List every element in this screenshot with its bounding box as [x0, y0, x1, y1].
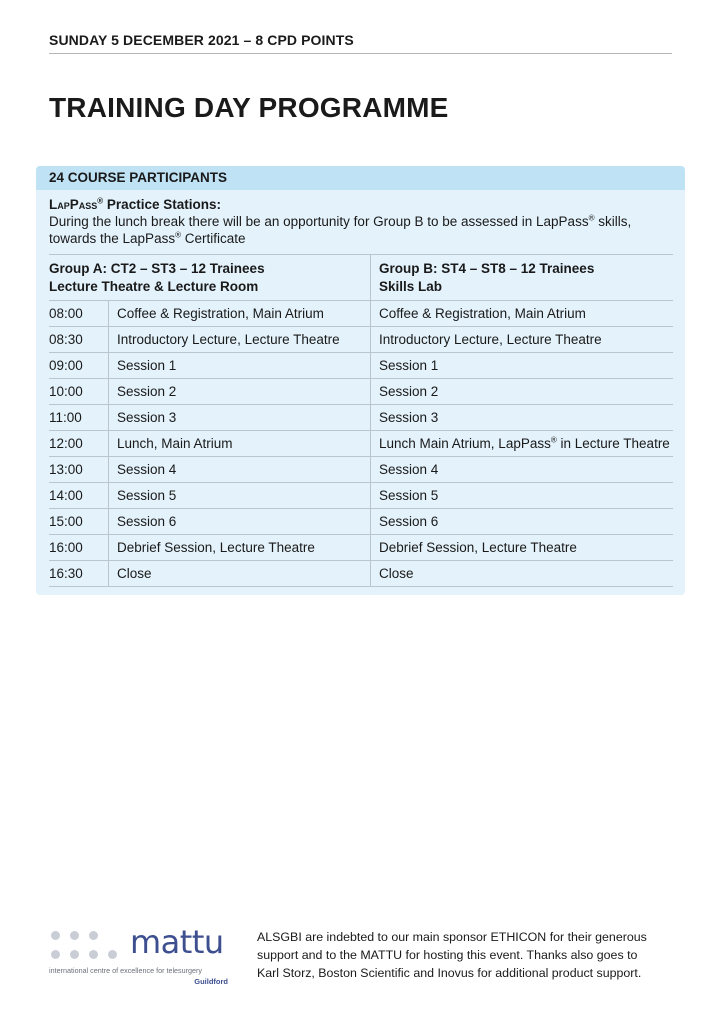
time-cell: 12:00 — [49, 431, 109, 457]
table-row — [49, 353, 673, 379]
page-title: TRAINING DAY PROGRAMME — [49, 92, 449, 123]
group-a-header: Group A: CT2 – ST3 – 12 Trainees Lecture Theatre & Lecture Room — [49, 255, 371, 301]
group-a-cell: Session 1 — [109, 353, 371, 379]
group-a-cell: Session 3 — [109, 405, 371, 431]
table-row — [49, 327, 673, 353]
group-b-cell: Introductory Lecture, Lecture Theatre — [371, 327, 674, 353]
group-b-cell: Session 2 — [371, 379, 674, 405]
group-b-cell: Coffee & Registration, Main Atrium — [371, 301, 674, 327]
group-b-cell: Session 4 — [371, 457, 674, 483]
group-b-cell: Session 1 — [371, 353, 674, 379]
group-b-cell: Lunch Main Atrium, LapPass® in Lecture Theatre — [371, 431, 674, 457]
programme-panel — [36, 166, 685, 595]
table-row — [49, 535, 673, 561]
table-row — [49, 561, 673, 587]
group-b-cell: Debrief Session, Lecture Theatre — [371, 535, 674, 561]
group-a-cell: Session 2 — [109, 379, 371, 405]
group-b-cell: Session 6 — [371, 509, 674, 535]
group-a-cell: Session 4 — [109, 457, 371, 483]
logo-wordmark: mattu — [130, 923, 224, 961]
group-a-cell: Introductory Lecture, Lecture Theatre — [109, 327, 371, 353]
group-a-cell: Session 5 — [109, 483, 371, 509]
table-row — [49, 483, 673, 509]
table-row — [49, 379, 673, 405]
time-cell: 08:00 — [49, 301, 109, 327]
mattu-logo — [49, 923, 234, 989]
table-row — [49, 457, 673, 483]
group-a-cell: Session 6 — [109, 509, 371, 535]
table-row — [49, 509, 673, 535]
practice-stations-text: During the lunch break there will be an opportunity for Group B to be assessed in LapPass® skills, — [49, 213, 632, 229]
practice-stations-title: LapPass® Practice Stations: — [49, 196, 221, 212]
group-b-cell: Session 3 — [371, 405, 674, 431]
table-row — [49, 301, 673, 327]
group-b-cell: Close — [371, 561, 674, 587]
group-a-cell: Coffee & Registration, Main Atrium — [109, 301, 371, 327]
table-row — [49, 405, 673, 431]
time-cell: 13:00 — [49, 457, 109, 483]
table-row — [49, 431, 673, 457]
date-cpd-line: SUNDAY 5 DECEMBER 2021 – 8 CPD POINTS — [49, 32, 672, 54]
group-a-cell: Close — [109, 561, 371, 587]
schedule-header-row — [49, 255, 673, 301]
logo-tagline: international centre of excellence for telesurgery — [49, 966, 203, 975]
time-cell: 14:00 — [49, 483, 109, 509]
time-cell: 16:30 — [49, 561, 109, 587]
group-a-cell: Lunch, Main Atrium — [109, 431, 371, 457]
time-cell: 15:00 — [49, 509, 109, 535]
practice-stations-text-2: towards the LapPass® Certificate — [49, 230, 246, 246]
time-cell: 16:00 — [49, 535, 109, 561]
logo-location: Guildford — [194, 977, 228, 986]
time-cell: 11:00 — [49, 405, 109, 431]
schedule-table — [49, 254, 673, 587]
group-b-header: Group B: ST4 – ST8 – 12 Trainees Skills Lab — [371, 255, 674, 301]
time-cell: 10:00 — [49, 379, 109, 405]
panel-heading: 24 COURSE PARTICIPANTS — [36, 166, 685, 190]
time-cell: 09:00 — [49, 353, 109, 379]
group-a-cell: Debrief Session, Lecture Theatre — [109, 535, 371, 561]
practice-stations-note — [36, 190, 685, 247]
time-cell: 08:30 — [49, 327, 109, 353]
logo-dots-icon — [51, 931, 121, 963]
group-b-cell: Session 5 — [371, 483, 674, 509]
sponsor-acknowledgement: ALSGBI are indebted to our main sponsor ETHICON for their generous support and to the MATTU for hosting this event. Thanks also goes to Karl Storz, Boston Scientific and Inovus for additional product support. — [257, 930, 647, 980]
